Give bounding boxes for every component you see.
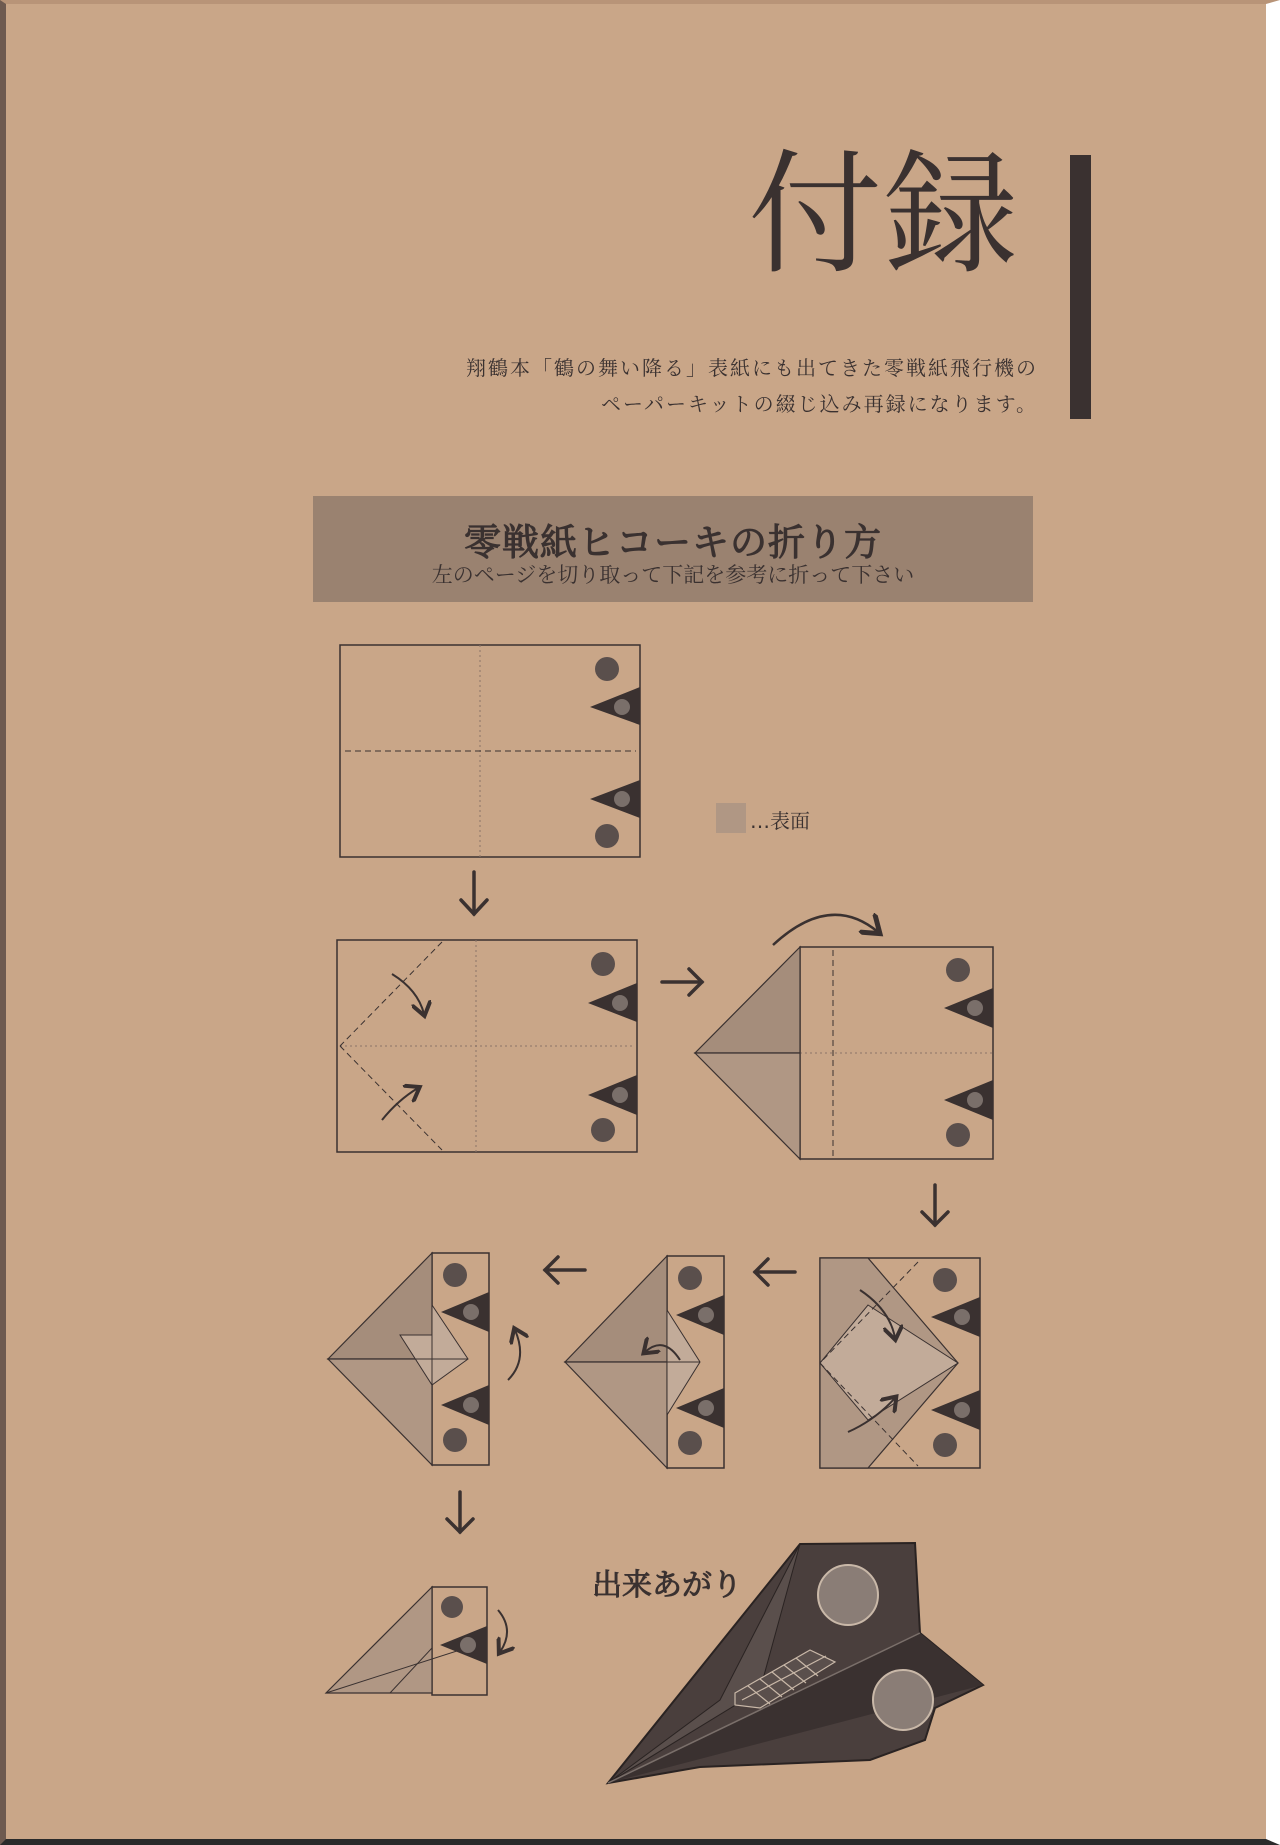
page-title: 付録 [748,137,1021,293]
arrow-left-1 [755,1259,795,1285]
legend-swatch [716,803,746,833]
roundel-mark [595,657,619,681]
roundel-mark [595,824,619,848]
step-5-sheet [565,1256,724,1468]
arrow-left-2 [545,1257,585,1283]
banner-title: 零戦紙ヒコーキの折り方 [464,521,882,564]
banner-subtitle: 左のページを切り取って下記を参考に折って下さい [431,563,915,587]
step-4-sheet [820,1258,980,1468]
step-7-sheet [326,1587,507,1695]
arrow-right-1 [662,969,702,995]
intro-line-2: ペーパーキットの綴じ込み再録になります。 [601,392,1038,416]
arrow-down-1 [461,872,487,914]
intro-line-1: 翔鶴本「鶴の舞い降る」表紙にも出てきた零戦紙飛行機の [466,356,1038,380]
arrow-down-2 [922,1185,948,1225]
step-1-sheet [340,645,640,857]
arrow-down-3 [447,1492,473,1532]
step-2-sheet [337,940,637,1152]
step-3-sheet [695,915,993,1159]
wing-roundel [818,1565,878,1625]
step-6-sheet [328,1253,520,1465]
legend-label: …表面 [750,809,810,833]
finished-label: 出来あがり [592,1568,742,1603]
wing-roundel [873,1670,933,1730]
